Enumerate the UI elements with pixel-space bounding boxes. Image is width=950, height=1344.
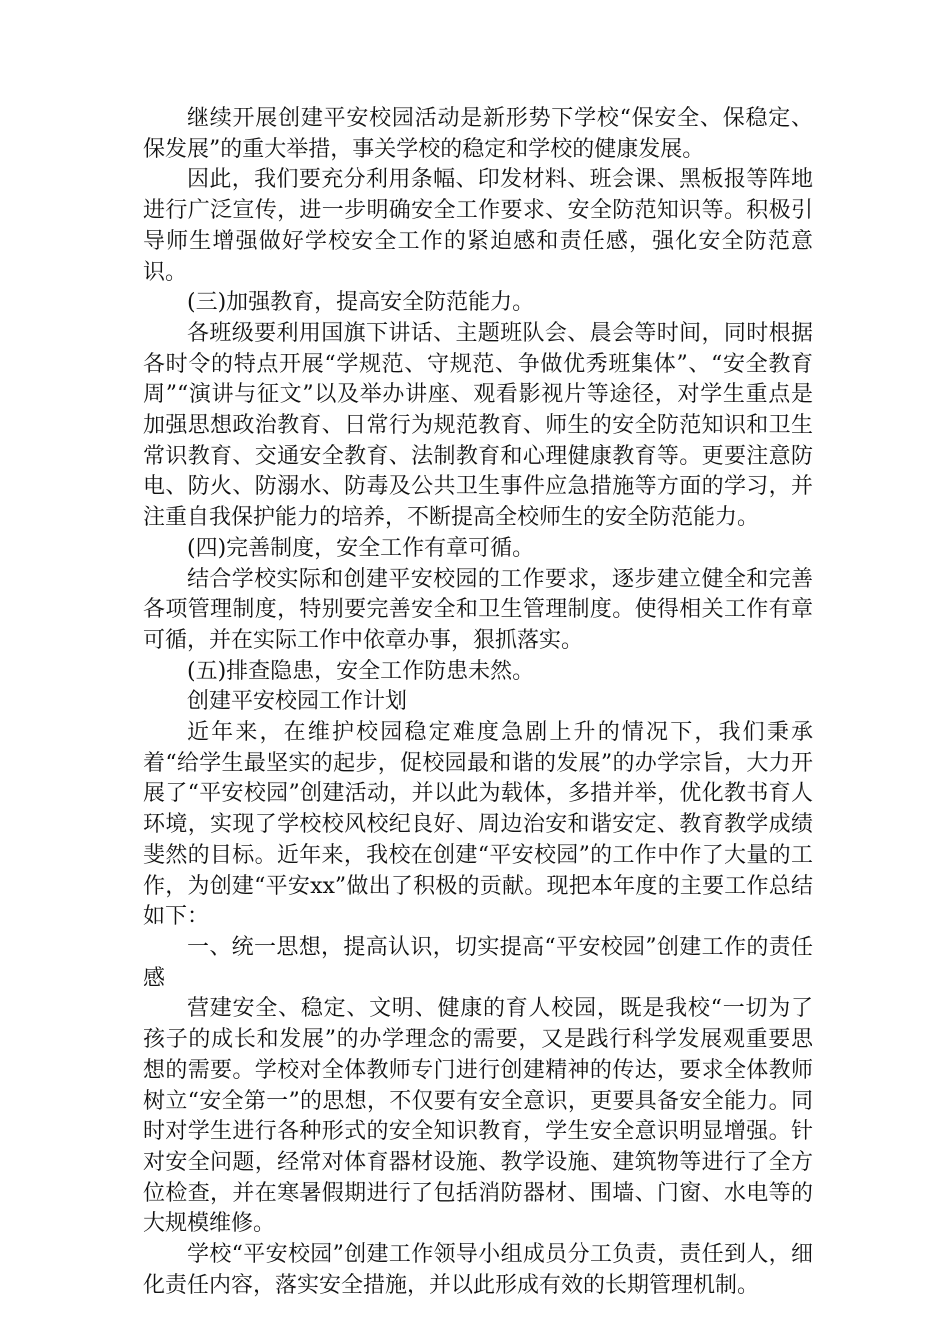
paragraph-system: 结合学校实际和创建平安校园的工作要求，逐步建立健全和完善各项管理制度，特别要完善安全和卫生管理制度。使得相关工作有章可循，并在实际工作中依章办事，狠抓落实。 — [143, 566, 813, 653]
paragraph-publicity: 因此，我们要充分利用条幅、印发材料、班会课、黑板报等阵地进行广泛宣传，进一步明确安全工作要求、安全防范知识等。积极引导师生增强做好学校安全工作的紧迫感和责任感，强化安全防范意识。 — [143, 167, 813, 285]
document-page — [143, 104, 813, 1301]
section-heading-system: (四)完善制度，安全工作有章可循。 — [187, 535, 535, 561]
paragraph-summary: 近年来，在维护校园稳定难度急剧上升的情况下，我们秉承着“给学生最坚实的起步，促校园最和谐的发展”的办学宗旨，大力开展了“平安校园”创建活动，并以此为载体，多措并举，优化教书育人环境，实现了学校校风校纪良好、周边治安和谐安定、教育教学成绩斐然的目标。近年来，我校在创建“平安校园”的工作中作了大量的工作，为创建“平安xx”做出了积极的贡献。现把本年度的主要工作总结如下： — [143, 720, 813, 930]
document-subtitle: 创建平安校园工作计划 — [187, 689, 408, 715]
paragraph-leadership: 学校“平安校园”创建工作领导小组成员分工负责，责任到人，细化责任内容，落实安全措施，并以此形成有效的长期管理机制。 — [143, 1242, 813, 1298]
paragraph-education: 各班级要利用国旗下讲话、主题班队会、晨会等时间，同时根据各时令的特点开展“学规范、守规范、争做优秀班集体”、“安全教育周”“演讲与征文”以及举办讲座、观看影视片等途径，对学生重点是加强思想政治教育、日常行为规范教育、师生的安全防范知识和卫生常识教育、交通安全教育、法制教育和心理健康教育等。更要注意防电、防火、防溺水、防毒及公共卫生事件应急措施等方面的学习，并注重自我保护能力的培养，不断提高全校师生的安全防范能力。 — [143, 320, 813, 531]
paragraph-awareness: 营建安全、稳定、文明、健康的育人校园，既是我校“一切为了孩子的成长和发展”的办学理念的需要，又是践行科学发展观重要思想的需要。学校对全体教师专门进行创建精神的传达，要求全体教师树立“安全第一”的思想，不仅要有安全意识，更要具备安全能力。同时对学生进行各种形式的安全知识教育，学生安全意识明显增强。针对安全问题，经常对体育器材设施、教学设施、建筑物等进行了全方位检查，并在寒暑假期进行了包括消防器材、围墙、门窗、水电等的大规模维修。 — [143, 996, 813, 1237]
section-heading-education: (三)加强教育，提高安全防范能力。 — [187, 290, 535, 316]
section-heading-awareness: 一、统一思想，提高认识，切实提高“平安校园”创建工作的责任感 — [143, 934, 813, 991]
paragraph-intro: 继续开展创建平安校园活动是新形势下学校“保安全、保稳定、保发展”的重大举措，事关学校的稳定和学校的健康发展。 — [143, 106, 813, 162]
section-heading-hazards: (五)排查隐患，安全工作防患未然。 — [187, 658, 535, 684]
